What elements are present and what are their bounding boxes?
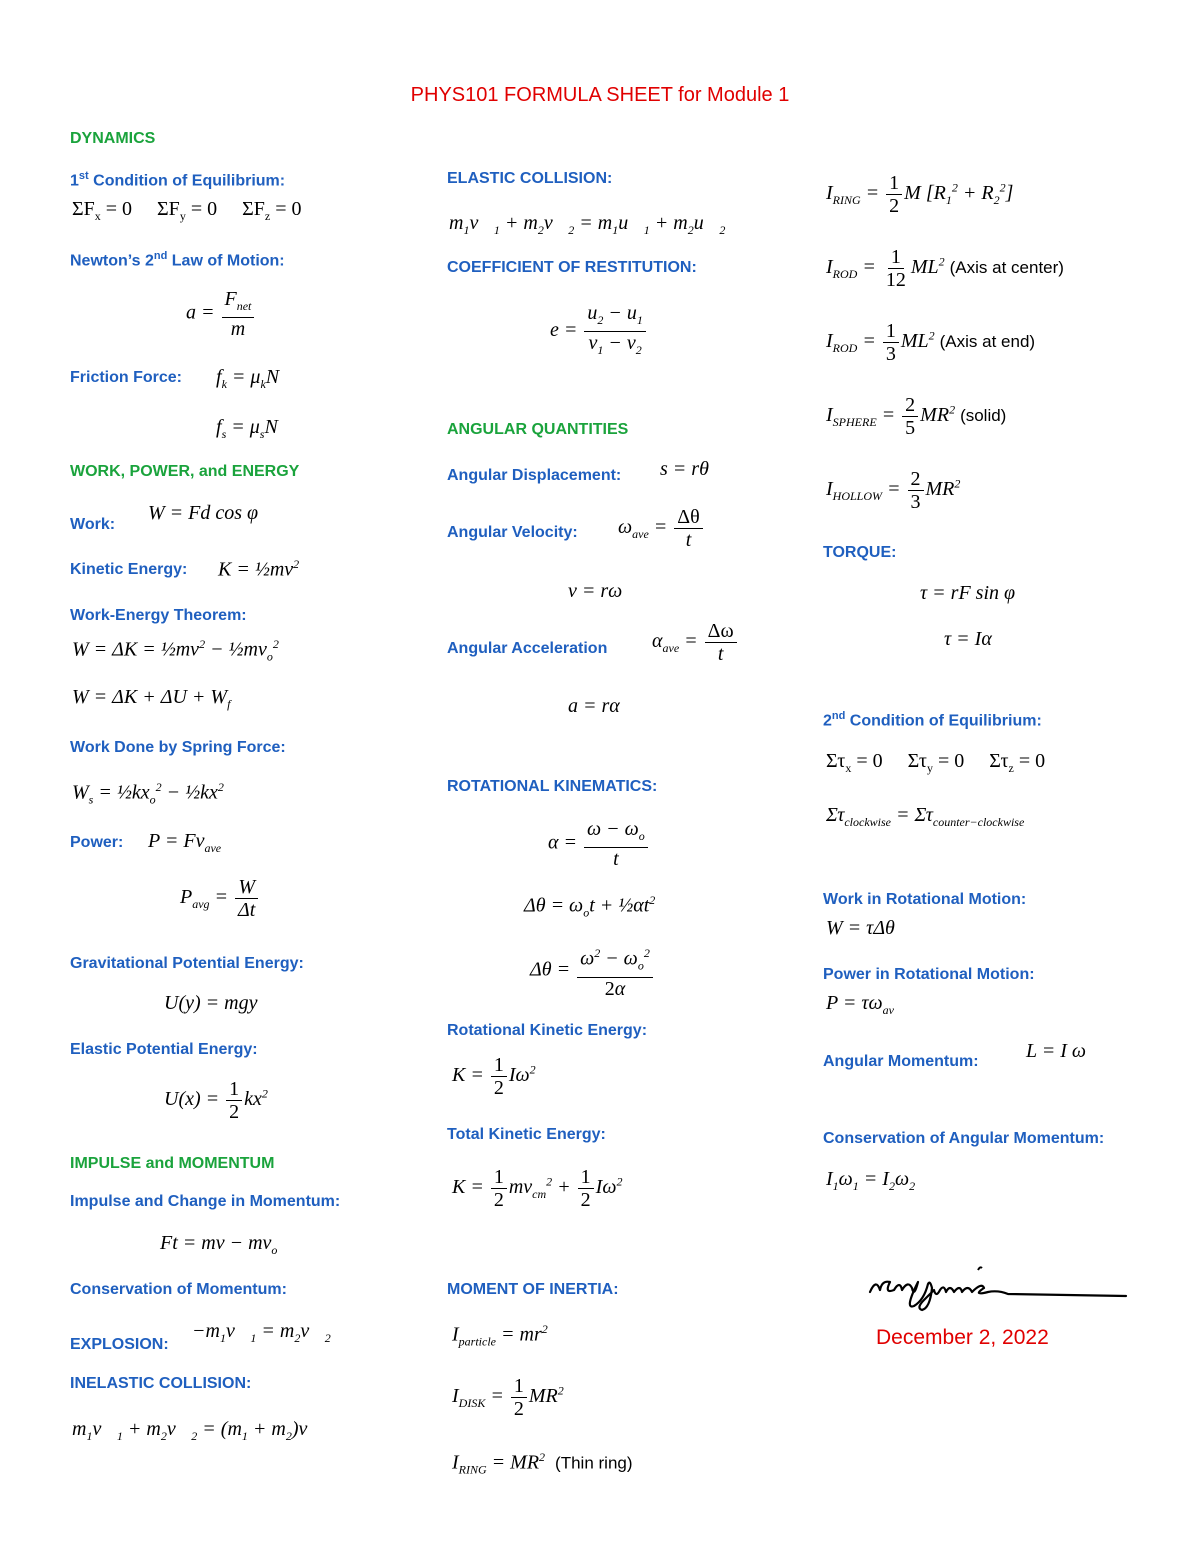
formula-inelastic: $m_1v⃗_1$ + $m_2v⃗_2 = (m_1$ + $m_2)v⃗$	[72, 1418, 323, 1443]
heading-explosion: EXPLOSION:	[70, 1336, 169, 1353]
heading-elastic-pe: Elastic Potential Energy:	[70, 1041, 258, 1058]
heading-newton-second: Newton’s 2nd Law of Motion:	[70, 250, 285, 270]
note-axis-center: (Axis at center)	[949, 258, 1064, 278]
signature-date: December 2, 2022	[876, 1326, 1049, 1349]
heading-impulse: Impulse and Change in Momentum:	[70, 1193, 341, 1210]
formula-gravitational-pe: U(y) = mgy	[164, 992, 258, 1014]
heading-restitution: COEFFICIENT OF RESTITUTION:	[447, 259, 697, 276]
formula-power: $P = Fv_{ave}$	[148, 830, 222, 855]
heading-work-energy: Work-Energy Theorem:	[70, 607, 247, 624]
formula-conservation-angular-momentum: $I_1\omega_1 = I_2\omega_2$	[826, 1168, 916, 1193]
heading-angular-acceleration: Angular Acceleration	[447, 640, 608, 657]
formula-work-energy-1: $W = \Delta K = \frac{1}{2}mv^2$ − $\frac{1}{2}mv_o^2$	[72, 637, 279, 664]
formula-explosion: $-m_1v⃗_1$ = $m_2v⃗_2$	[192, 1320, 331, 1345]
heading-angular-displacement: Angular Displacement:	[447, 467, 622, 484]
page-title: PHYS101 FORMULA SHEET for Module 1	[410, 84, 790, 106]
formula-elastic-collision: $m_1v⃗_1$ + $m_2v⃗_2$ = $m_1u⃗_1$ + $m_2u⃗_2$	[449, 212, 726, 237]
formula-inertia-rod-end: $I_{ROD}$ = $\frac{1}{3}$ $ML^2$ (Axis at end)	[826, 320, 1036, 365]
formula-torque-2: τ = Iα	[944, 628, 992, 650]
heading-angular-velocity: Angular Velocity:	[447, 524, 578, 541]
formula-linear-velocity: v = rω	[568, 580, 623, 602]
section-dynamics: DYNAMICS	[70, 130, 156, 147]
formula-spring-work: $W_s$ = $\frac{1}{2}kx_o^2$ − $\frac{1}{2}kx^2$	[72, 780, 224, 807]
section-work-power-energy: WORK, POWER, and ENERGY	[70, 463, 300, 480]
heading-conservation-angular-momentum: Conservation of Angular Momentum:	[823, 1130, 1105, 1147]
formula-kinetic-friction: $f_k = \mu_kN$	[216, 366, 280, 391]
formula-angular-acceleration: $\alpha_{ave}$ = $\frac{\Delta\omega}{t}$	[652, 620, 739, 665]
formula-equilibrium-torques: $\Sigma\tau_x = 0$ $\Sigma\tau_y = 0$ $\Sigma\tau_z = 0$	[826, 750, 1046, 775]
heading-spring-work: Work Done by Spring Force:	[70, 739, 286, 756]
heading-work-rotational: Work in Rotational Motion:	[823, 891, 1027, 908]
heading-rotational-kinematics: ROTATIONAL KINEMATICS:	[447, 778, 658, 795]
signature-image	[866, 1262, 1130, 1312]
heading-work: Work:	[70, 516, 116, 533]
formula-angular-velocity: $\omega_{ave}$ = $\frac{\Delta\theta}{t}$	[618, 506, 705, 551]
formula-tangential-acceleration: a = rα	[568, 695, 620, 717]
heading-second-condition: 2nd Condition of Equilibrium:	[823, 710, 1042, 730]
formula-rotkin-1: α = $\frac{\omega - \omega_o}{t}$	[548, 818, 650, 870]
formula-inertia-ring: $I_{RING}$ = $\frac{1}{2}$ M $[R_1^2 + R_2^2]$	[826, 172, 1014, 217]
formula-inertia-rod-center: $I_{ROD}$ = $\frac{1}{12}$ $ML^2$ (Axis at center)	[826, 246, 1064, 291]
heading-angular-momentum: Angular Momentum:	[823, 1053, 979, 1070]
formula-inertia-disk: $I_{DISK}$ = $\frac{1}{2}$ $MR^2$	[452, 1375, 564, 1420]
section-angular-quantities: ANGULAR QUANTITIES	[447, 421, 629, 438]
formula-torque-balance: $\Sigma\tau_{clockwise} = \Sigma\tau_{counter-clockwise}$	[826, 804, 1025, 829]
formula-torque-1: τ = rF sin φ	[920, 582, 1016, 604]
formula-impulse: Ft = mv − $mv_o$	[160, 1232, 278, 1257]
formula-average-power: $P_{avg}$ = $\frac{W}{\Delta t}$	[180, 876, 260, 921]
heading-first-condition: 1st Condition of Equilibrium:	[70, 170, 286, 190]
formula-work-energy-2: $W = \Delta K + \Delta U + W_f$	[72, 686, 231, 711]
note-axis-end: (Axis at end)	[939, 332, 1036, 352]
heading-kinetic-energy: Kinetic Energy:	[70, 561, 188, 578]
formula-angular-momentum: L = I ω	[1026, 1040, 1087, 1062]
formula-power-rotational: $P = \tau\omega_{av}$	[826, 992, 894, 1017]
formula-elastic-pe: U(x) = $\frac{1}{2}$ $kx^2$	[164, 1078, 268, 1123]
heading-moment-of-inertia: MOMENT OF INERTIA:	[447, 1281, 619, 1298]
note-solid: (solid)	[960, 406, 1007, 426]
heading-power: Power:	[70, 834, 124, 851]
heading-conservation-momentum: Conservation of Momentum:	[70, 1281, 287, 1298]
formula-rotkin-2: $\Delta\theta = \omega_ot$ + $\frac{1}{2}\alpha t^2$	[524, 893, 656, 920]
formula-newton: a = $\frac{F_{net}}{m}$	[186, 288, 256, 340]
formula-equilibrium-forces: $\Sigma F_x = 0$ $\Sigma F_y = 0$ $\Sigma F_z = 0$	[72, 198, 302, 223]
formula-work-rotational: W = τΔθ	[826, 917, 895, 939]
heading-inelastic: INELASTIC COLLISION:	[70, 1375, 252, 1392]
heading-torque: TORQUE:	[823, 544, 897, 561]
formula-inertia-hollow: $I_{HOLLOW}$ = $\frac{2}{3}$ $MR^2$	[826, 468, 961, 513]
heading-friction: Friction Force:	[70, 369, 183, 386]
section-impulse-momentum: IMPULSE and MOMENTUM	[70, 1155, 275, 1172]
formula-inertia-thin-ring: $I_{RING} = MR^2$ (Thin ring)	[452, 1450, 633, 1477]
formula-rotational-ke: K = $\frac{1}{2}$ $I\omega^2$	[452, 1054, 536, 1099]
formula-rotkin-3: Δθ = $\frac{\omega^2 - \omega_o^2}{2\alpha}$	[530, 942, 655, 1000]
formula-restitution: e = $\frac{u_2 - u_1}{v_1 - v_2}$	[550, 302, 648, 361]
formula-total-ke: K = $\frac{1}{2}$ $mv_{cm}^2$ + $\frac{1}{2}$ $I\omega^2$	[452, 1166, 623, 1211]
heading-power-rotational: Power in Rotational Motion:	[823, 966, 1035, 983]
heading-elastic-collision: ELASTIC COLLISION:	[447, 170, 613, 187]
heading-total-ke: Total Kinetic Energy:	[447, 1126, 606, 1143]
formula-static-friction: $f_s = \mu_sN$	[216, 416, 278, 441]
formula-inertia-sphere: $I_{SPHERE}$ = $\frac{2}{5}$ $MR^2$ (solid)	[826, 394, 1007, 439]
formula-kinetic-energy: $K = \frac{1}{2}mv^2$	[218, 557, 300, 581]
heading-rotational-ke: Rotational Kinetic Energy:	[447, 1022, 648, 1039]
heading-gravitational-pe: Gravitational Potential Energy:	[70, 955, 304, 972]
formula-work: W = Fd cos φ	[148, 502, 259, 524]
formula-inertia-particle: $I_{particle} = mr^2$	[452, 1322, 548, 1349]
formula-angular-displacement: s = rθ	[660, 458, 709, 480]
note-thin-ring: (Thin ring)	[555, 1453, 633, 1473]
